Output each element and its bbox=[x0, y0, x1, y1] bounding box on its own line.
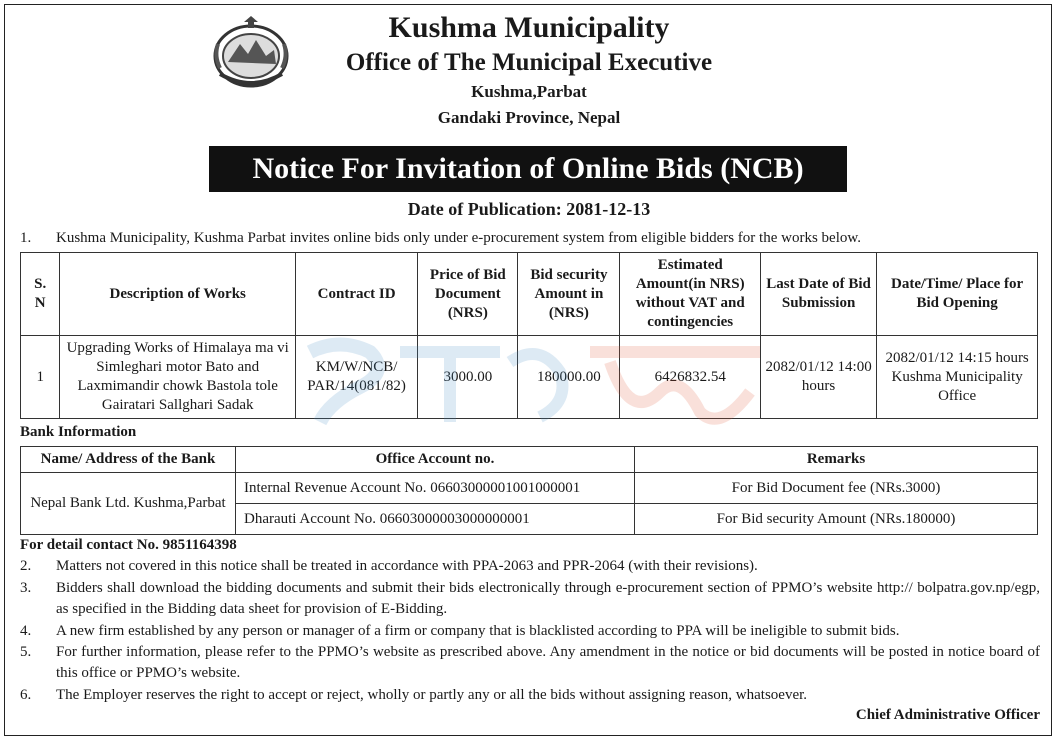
point-number: 2. bbox=[20, 558, 32, 574]
bank-remarks-2: For Bid security Amount (NRs.180000) bbox=[635, 504, 1038, 535]
row-last-date: 2082/01/12 14:00 hours bbox=[760, 336, 876, 419]
bank-account-1: Internal Revenue Account No. 06603000001001000001 bbox=[236, 473, 635, 504]
bank-table-header bbox=[21, 447, 1038, 473]
table-row bbox=[21, 336, 1038, 419]
header-description: Description of Works bbox=[60, 253, 296, 336]
header-estimated: Estimated Amount(in NRS) without VAT and contingencies bbox=[620, 253, 761, 336]
point-number: 3. bbox=[20, 580, 32, 596]
bid-table bbox=[20, 252, 1038, 419]
header-security: Bid security Amount in (NRS) bbox=[518, 253, 620, 336]
bank-header-account: Office Account no. bbox=[236, 447, 635, 473]
letterhead bbox=[0, 10, 1058, 129]
point-text: Bidders shall download the bidding documents and submit their bids electronically through e-procurement section of PPMO’s website http:// bolpatra.gov.np/egp, as specified in the Bidding data sheet for provision of E-Bidding. bbox=[56, 580, 1040, 617]
point-text: Matters not covered in this notice shall be treated in accordance with PPA-2063 and PPR-2064 (with their revisions). bbox=[56, 558, 758, 574]
notice-title-banner: Notice For Invitation of Online Bids (NCB) bbox=[209, 146, 847, 192]
point-text: A new firm established by any person or manager of a firm or company that is blacklisted according to PPA will be ineligible to submit bids. bbox=[56, 623, 900, 639]
header-contract-id: Contract ID bbox=[295, 253, 417, 336]
publication-date: Date of Publication: 2081-12-13 bbox=[407, 199, 651, 219]
row-price: 3000.00 bbox=[418, 336, 518, 419]
bank-remarks-1: For Bid Document fee (NRs.3000) bbox=[635, 473, 1038, 504]
bank-name: Nepal Bank Ltd. Kushma,Parbat bbox=[21, 473, 236, 535]
bank-account-2: Dharauti Account No. 06603000003000000001 bbox=[236, 504, 635, 535]
row-sn: 1 bbox=[21, 336, 60, 419]
header-opening: Date/Time/ Place for Bid Opening bbox=[877, 253, 1038, 336]
list-item bbox=[20, 578, 1040, 620]
list-item bbox=[20, 556, 1040, 577]
contact-number: For detail contact No. 9851164398 bbox=[20, 537, 237, 553]
bid-table-header bbox=[21, 253, 1038, 336]
list-item bbox=[20, 685, 1040, 706]
intro-number: 1. bbox=[20, 230, 32, 246]
bank-header-name: Name/ Address of the Bank bbox=[21, 447, 236, 473]
point-number: 5. bbox=[20, 644, 32, 660]
bank-table bbox=[20, 446, 1038, 535]
list-item bbox=[20, 621, 1040, 642]
point-text: For further information, please refer to the PPMO’s website as prescribed above. Any amendment in the notice or bid documents will be posted in notice board of this office or PPMO’s website. bbox=[56, 644, 1040, 681]
intro-text: Kushma Municipality, Kushma Parbat invites online bids only under e-procurement system from eligible bidders for the works below. bbox=[56, 230, 861, 246]
intro-paragraph bbox=[20, 228, 1040, 249]
header-sn: S. N bbox=[21, 253, 60, 336]
row-security: 180000.00 bbox=[518, 336, 620, 419]
municipality-title: Kushma Municipality bbox=[388, 11, 670, 44]
point-number: 6. bbox=[20, 687, 32, 703]
point-number: 4. bbox=[20, 623, 32, 639]
office-address: Kushma,Parbat bbox=[471, 82, 587, 101]
table-row bbox=[21, 473, 1038, 504]
row-opening: 2082/01/12 14:15 hours Kushma Municipality Office bbox=[877, 336, 1038, 419]
row-contract-id: KM/W/NCB/ PAR/14(081/82) bbox=[295, 336, 417, 419]
point-text: The Employer reserves the right to accept or reject, wholly or partly any or all the bids without assigning reason, whatsoever. bbox=[56, 687, 808, 703]
office-title: Office of The Municipal Executive bbox=[345, 49, 713, 76]
signatory: Chief Administrative Officer bbox=[855, 707, 1040, 723]
header-price: Price of Bid Document (NRS) bbox=[418, 253, 518, 336]
row-description: Upgrading Works of Himalaya ma vi Simleghari motor Bato and Laxmimandir chowk Bastola tole Gairatari Sallghari Sadak bbox=[60, 336, 296, 419]
list-item bbox=[20, 642, 1040, 684]
header-last-date: Last Date of Bid Submission bbox=[760, 253, 876, 336]
bank-info-title: Bank Information bbox=[20, 424, 137, 440]
bank-header-remarks: Remarks bbox=[635, 447, 1038, 473]
office-province: Gandaki Province, Nepal bbox=[437, 108, 621, 127]
row-estimated: 6426832.54 bbox=[620, 336, 761, 419]
